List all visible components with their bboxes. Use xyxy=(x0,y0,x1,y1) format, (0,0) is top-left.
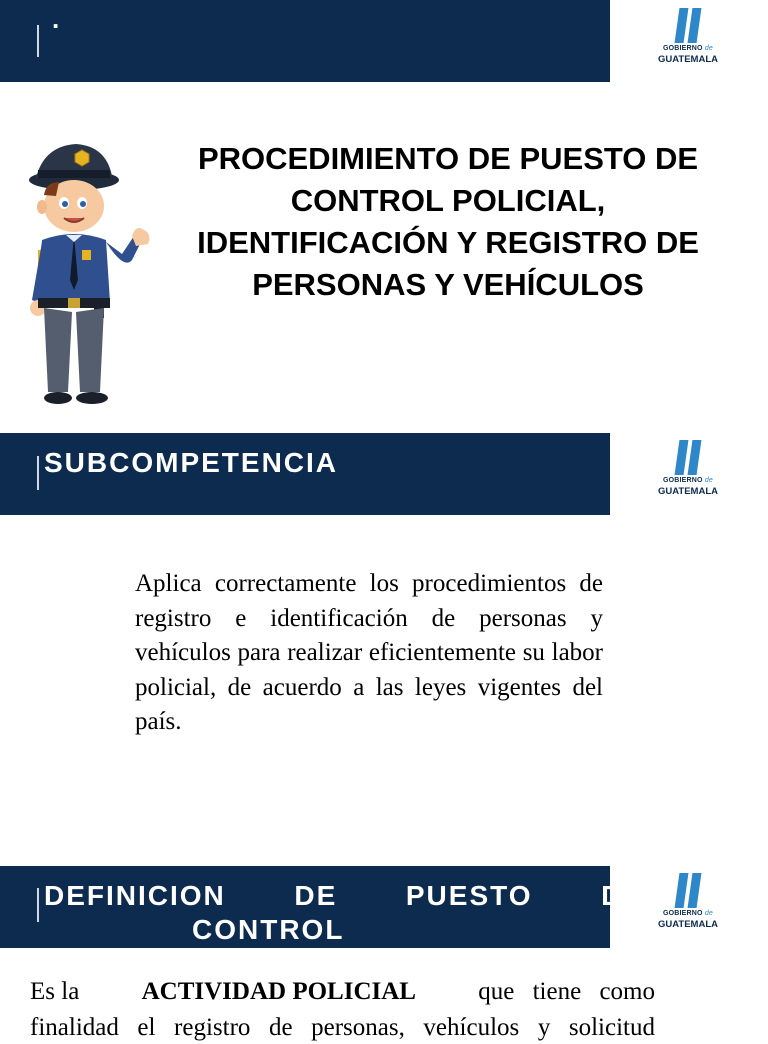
definicion-body xyxy=(30,976,655,1044)
logo-text-de: de xyxy=(704,45,714,52)
slide-title: PROCEDIMIENTO DE PUESTO DE CONTROL POLICIAL, IDENTIFICACIÓN Y REGISTRO DE PERSONAS Y VEHÍCULOS xyxy=(197,141,699,302)
police-officer-illustration xyxy=(24,140,159,412)
logo-text-guatemala: GUATEMALA xyxy=(658,486,718,497)
heading-word: PUESTO xyxy=(405,880,533,911)
heading-word: CONTROL xyxy=(192,914,345,945)
heading-word: DEFINICION xyxy=(44,880,226,911)
banner-divider xyxy=(37,25,39,57)
banner-mark: . xyxy=(52,4,60,34)
subcompetencia-banner xyxy=(0,433,610,515)
body-text-start: Es la xyxy=(30,978,80,1005)
logo-text-guatemala: GUATEMALA xyxy=(658,919,718,930)
gobierno-guatemala-logo xyxy=(652,873,724,935)
logo-text-gobierno: GOBIERNO xyxy=(662,910,703,917)
heading-word: DE xyxy=(601,880,644,911)
banner-divider xyxy=(37,888,39,922)
body-line: finalidad el registro de personas, vehículos y solicitud xyxy=(30,1014,655,1041)
logo-text-de: de xyxy=(704,910,714,917)
top-banner xyxy=(0,0,610,82)
logo-text-gobierno: GOBIERNO xyxy=(662,477,703,484)
heading-word: DE xyxy=(294,880,338,911)
definicion-heading xyxy=(44,879,644,949)
logo-bars-icon xyxy=(677,873,701,908)
logo-text-gobierno: GOBIERNO xyxy=(662,45,703,52)
body-text-bold: ACTIVIDAD POLICIAL xyxy=(141,978,416,1005)
logo-bars-icon xyxy=(677,8,701,43)
body-line xyxy=(30,976,655,1008)
gobierno-guatemala-logo xyxy=(652,440,724,502)
banner-divider xyxy=(37,456,39,490)
logo-bars-icon xyxy=(677,440,701,475)
logo-text-guatemala: GUATEMALA xyxy=(658,54,718,65)
subcompetencia-paragraph: Aplica correctamente los procedimientos de registro e identificación de personas y vehículos para realizar eficientemente su labor policial, de acuerdo a las leyes vigentes del país. xyxy=(135,570,603,735)
body-text-end: que tiene como xyxy=(478,978,655,1005)
gobierno-guatemala-logo xyxy=(652,8,724,70)
logo-text-de: de xyxy=(704,477,714,484)
subcompetencia-heading: SUBCOMPETENCIA xyxy=(44,447,339,478)
